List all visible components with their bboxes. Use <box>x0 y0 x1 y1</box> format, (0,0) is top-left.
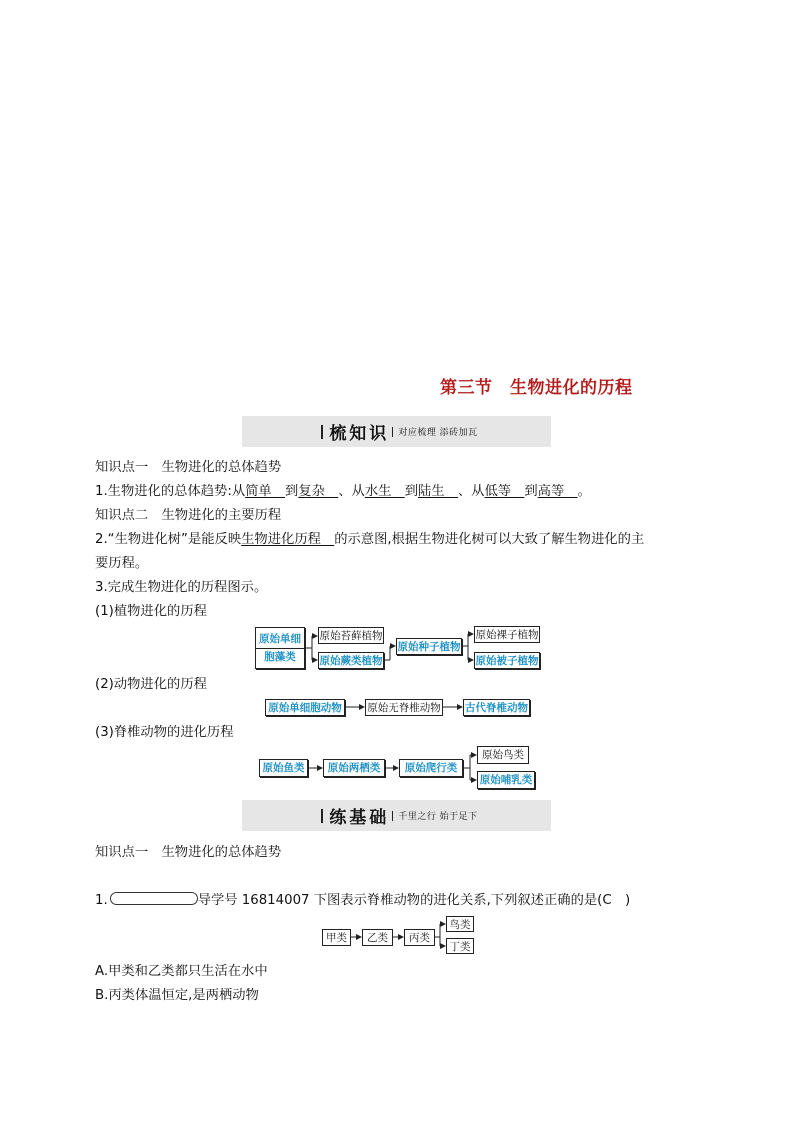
plant-heading: (1)植物进化的历程 <box>95 604 207 619</box>
answer-blank: 复杂 <box>298 484 339 499</box>
question-3: 3.完成生物进化的历程图示。 <box>95 580 268 595</box>
answer-blank: 生物进化历程 <box>241 532 335 547</box>
option-a: A.甲类和乙类都只生活在水中 <box>95 964 268 979</box>
answer-blank: 水生 <box>364 484 405 499</box>
vert-box-fish: 原始鱼类 <box>259 759 308 777</box>
answer-blank: 高等 <box>537 484 578 499</box>
knowledge-heading-1: 知识点一 生物进化的总体趋势 <box>95 460 282 475</box>
diagram-box-ding: 丁类 <box>446 938 474 954</box>
section-banner-practice <box>242 800 551 831</box>
banner-divider-left <box>321 809 323 823</box>
banner-subtitle: 对应梳理 添砖加瓦 <box>398 428 478 438</box>
banner-title: 练基础 <box>329 808 390 828</box>
answer-blank: 简单 <box>245 484 286 499</box>
option-b: B.丙类体温恒定,是两栖动物 <box>95 988 259 1003</box>
question-2-line1: 2.“生物进化树”是能反映生物进化历程 的示意图,根据生物进化树可以大致了解生物进化的主 <box>95 532 645 547</box>
vert-box-mammal: 原始哺乳类 <box>477 771 535 789</box>
banner-subtitle: 千里之行 始于足下 <box>398 812 478 822</box>
question-1-trend: 1.生物进化的总体趋势:从简单 到复杂 、从水生 到陆生 、从低等 到高等 。 <box>95 484 591 499</box>
diagram-box-jia: 甲类 <box>322 929 351 946</box>
plant-box-seed: 原始种子植物 <box>396 638 462 655</box>
plant-box-moss: 原始苔藓植物 <box>318 627 384 644</box>
plant-box-angiosperm: 原始被子植物 <box>474 652 540 669</box>
plant-box-gymnosperm: 原始裸子植物 <box>474 626 540 643</box>
answer-blank: 低等 <box>484 484 525 499</box>
diagram-box-bird: 鸟类 <box>446 916 474 932</box>
practice-heading: 知识点一 生物进化的总体趋势 <box>95 845 282 860</box>
page-title: 第三节 生物进化的历程 <box>440 378 633 398</box>
answer-blank: 陆生 <box>418 484 458 499</box>
guide-number-pill <box>110 892 198 905</box>
animal-box-ancient-vertebrate: 古代脊椎动物 <box>463 699 530 716</box>
diagram-box-yi: 乙类 <box>362 929 393 946</box>
vertebrate-heading: (3)脊椎动物的进化历程 <box>95 725 234 740</box>
animal-box-unicellular: 原始单细胞动物 <box>265 699 345 716</box>
diagram-box-bing: 丙类 <box>404 929 435 946</box>
plant-box-unicellular-algae: 原始单细 胞藻类 <box>255 627 305 669</box>
vert-box-bird: 原始鸟类 <box>477 746 529 764</box>
question-2-line2: 要历程。 <box>95 556 149 571</box>
banner-title: 梳知识 <box>329 424 390 444</box>
knowledge-heading-2: 知识点二 生物进化的主要历程 <box>95 508 282 523</box>
animal-box-invertebrate: 原始无脊椎动物 <box>365 699 443 716</box>
animal-heading: (2)动物进化的历程 <box>95 677 207 692</box>
banner-divider-right <box>392 811 393 821</box>
vert-box-reptile: 原始爬行类 <box>399 759 463 777</box>
practice-question-1: 1. 导学号 16814007 下图表示脊椎动物的进化关系,下列叙述正确的是(C ) <box>95 893 631 908</box>
plant-box-fern: 原始蕨类植物 <box>318 652 384 669</box>
vert-box-amphibian: 原始两栖类 <box>323 759 385 777</box>
